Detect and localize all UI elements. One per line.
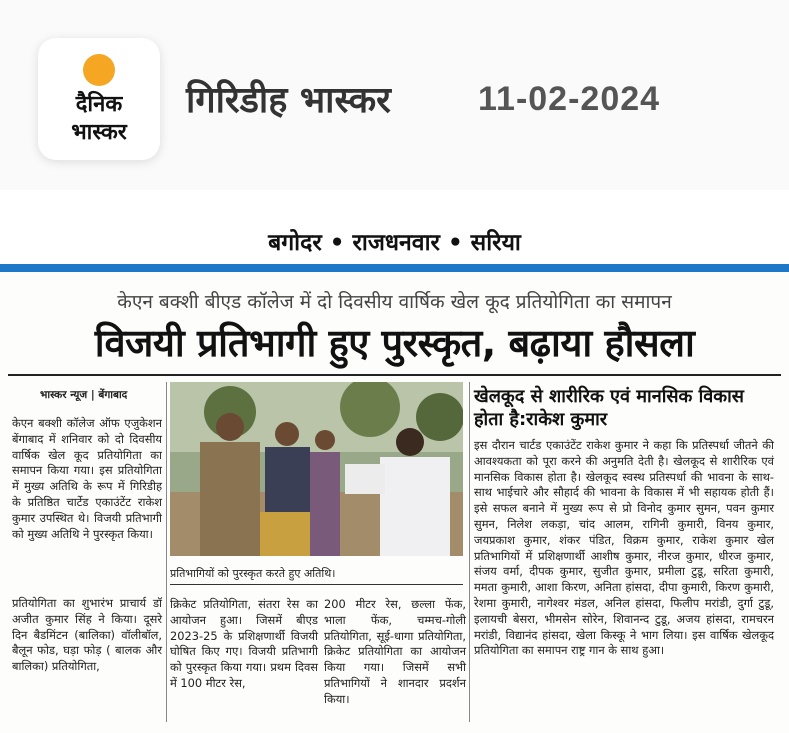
caption-rule: [170, 584, 463, 585]
section-divider: [0, 264, 789, 272]
edition-header: [0, 0, 789, 190]
article-column-4: इस दौरान चार्टड एकाउंटेंट राकेश कुमार ने कहा कि प्रतिस्पर्धा जीतने की आवश्यकता को पूरा करने की अनुमति देती है। खेलकूद से शारीरिक एवं मानसिक विकास होता है। खेलकूद स्वस्थ प्रतिस्पर्धा की भावना के साथ-साथ भाईचारे और सौहार्द की भावना के विकास में भी सहायक होती हैं। इसे सफल बनाने में मुख्य रूप से प्रो विनोद कुमार सुमन, पवन कुमार सुमन, निलेश लकड़ा, चांद आलम, रागिनी कुमारी, विनय कुमार, जयप्रकाश कुमार, शंकर पंडित, विक्रम कुमार, राकेश कुमार खेल प्रतिभागियों में प्रशिक्षणार्थी आशीष कुमार, नीरज कुमार, धीरज कुमार, संजय वर्मा, दीपक कुमार, सुजीत कुमार, प्रमीला टुडू, सरिता कुमारी, ममता कुमारी, आशा किरण, अनिता हांसदा, दीपा कुमारी, किरण कुमारी, रेशमा कुमारी, नागेश्वर मंडल, अनिल हांसदा, फिलीप मरांडी, दुर्गा टुडू, इलायची बेसरा, भीमसेन सोरेन, शिवानन्द टुडू, अजय हांसदा, रामचरन मरांडी, विद्यानंद हांसदा, खेला किस्कू ने भाग लिया। इस वार्षिक खेलकूद प्रतियोगिता का समापन राष्ट्र गान के साथ हुआ।: [474, 438, 774, 658]
article-kicker: केएन बक्शी बीएड कॉलेज में दो दिवसीय वार्षिक खेल कूद प्रतियोगिता का समापन: [117, 291, 672, 313]
article-column-3: 200 मीटर रेस, छल्ला फेंक, भाला फेंक, चम्मच-गोली प्रतियोगिता, सूई-धागा प्रतियोगिता, क्रिकेट प्रतियोगिता का आयोजन किया गया। जिसमें सभी प्रतिभागियों ने शानदार प्रदर्शन किया।: [324, 597, 466, 706]
event-photo: [170, 382, 463, 556]
edition-title: गिरिडीह भास्कर: [186, 80, 391, 121]
edition-date: 11-02-2024: [478, 80, 661, 118]
logo-text-line2: भास्कर: [71, 120, 127, 145]
award-ceremony-photo-icon: [170, 382, 463, 556]
column-divider-2: [469, 382, 470, 722]
sun-icon: [83, 54, 115, 86]
article-subheading: खेलकूद से शारीरिक एवं मानसिक विकास होता है:राकेश कुमार: [474, 386, 744, 430]
section-title: बगोदर • राजधनवार • सरिया: [268, 230, 521, 256]
article-column-1-continued: प्रतियोगिता का शुभारंभ प्राचार्य डॉ अजीत कुमार सिंह ने किया। दूसरे दिन बैडमिंटन (बालिका) वॉलीबॉल, बैलून फोड, घड़ा फोड़ ( बालक और बालिका) प्रतियोगिता,: [12, 596, 162, 674]
column-divider-1: [166, 382, 167, 722]
article-headline: विजयी प्रतिभागी हुए पुरस्कृत, बढ़ाया हौसला: [94, 321, 695, 365]
article-byline: भास्कर न्यूज | बेंगाबाद: [40, 389, 128, 401]
headline-rule: [8, 374, 781, 376]
logo-text-line1: दैनिक: [75, 92, 123, 117]
dainik-bhaskar-logo: [38, 38, 160, 160]
article-column-1: केएन बक्शी कॉलेज ऑफ एजुकेशन बेंगाबाद में शनिवार को दो दिवसीय वार्षिक खेल कूद प्रतियोगिता का समापन किया गया। इस प्रतियोगिता में मुख्य अतिथि के रूप में गिरिडीह के प्रतिष्ठित चार्टेड एकाउंटेंट राकेश कुमार उपस्थित थे। विजयी प्रतिभागी को मुख्य अतिथि ने पुरस्कृत किया।: [12, 416, 162, 541]
article-column-2: क्रिकेट प्रतियोगिता, संतरा रेस का आयोजन हुआ। जिसमें बीएड 2023-25 के प्रशिक्षणार्थी विजयी घोषित किए गए। विजयी प्रतिभागी को पुरस्कृत किया गया। प्रथम दिवस में 100 मीटर रेस,: [170, 597, 318, 690]
photo-caption: प्रतिभागियों को पुरस्कृत करते हुए अतिथि।: [170, 567, 336, 580]
